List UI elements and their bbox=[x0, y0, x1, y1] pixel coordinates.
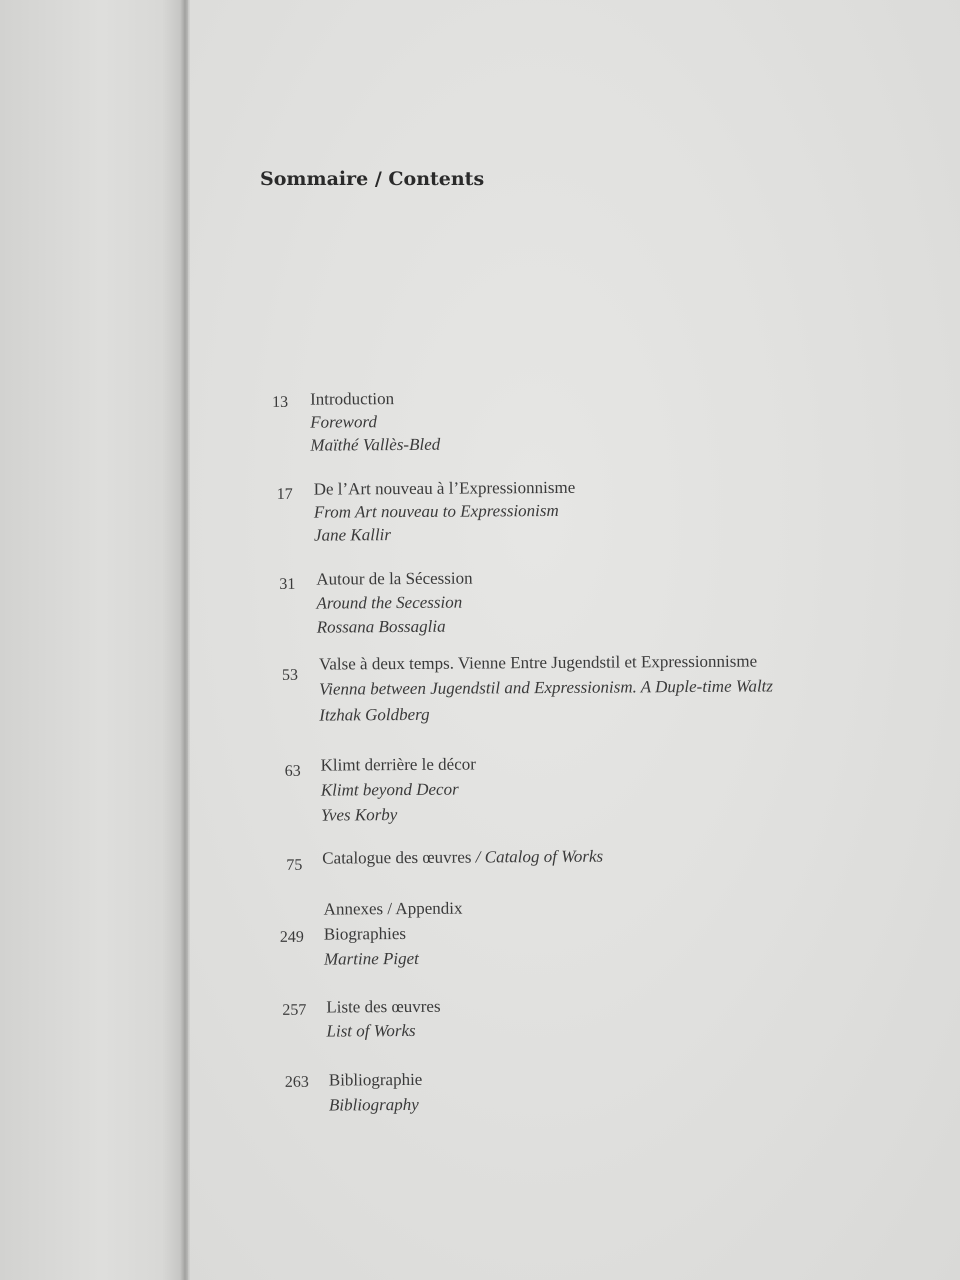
page-number: 63 bbox=[284, 762, 301, 780]
page-number: 17 bbox=[276, 485, 293, 503]
section-heading: Annexes / Appendix bbox=[323, 898, 463, 919]
entry-subtitle: Catalog of Works bbox=[484, 846, 604, 867]
entry-subtitle: Bibliography bbox=[328, 1094, 419, 1115]
entry-title-line bbox=[322, 845, 603, 870]
page-number: 75 bbox=[286, 856, 303, 874]
entry-author: Itzhak Goldberg bbox=[319, 704, 430, 725]
entry-author: Rossana Bossaglia bbox=[316, 616, 446, 637]
page-number: 31 bbox=[279, 575, 296, 593]
entry-subtitle: Klimt beyond Decor bbox=[320, 779, 459, 800]
page-number: 53 bbox=[281, 666, 299, 684]
entry-title: Autour de la Sécession bbox=[316, 568, 473, 589]
entry-subtitle: Around the Secession bbox=[316, 592, 463, 613]
entry-title: Introduction bbox=[309, 389, 395, 409]
entry-author: Yves Korby bbox=[320, 805, 398, 825]
entry-subtitle: Foreword bbox=[310, 412, 378, 432]
page-number: 249 bbox=[279, 928, 304, 946]
entry-title: Klimt derrière le décor bbox=[320, 754, 476, 775]
entry-subtitle: Vienna between Jugendstil and Expressionism. A Duple-time Waltz bbox=[319, 676, 774, 699]
entry-title: Liste des œuvres bbox=[326, 996, 441, 1017]
entry-author: Jane Kallir bbox=[313, 525, 392, 545]
page-number: 263 bbox=[284, 1073, 309, 1091]
title-separator: / bbox=[471, 847, 485, 867]
entry-title: Valse à deux temps. Vienne Entre Jugendstil et Expressionnisme bbox=[318, 651, 758, 674]
entry-author: Martine Piget bbox=[323, 948, 419, 969]
page-number: 13 bbox=[272, 393, 289, 411]
entry-title: Biographies bbox=[323, 923, 407, 944]
page-number: 257 bbox=[282, 1001, 307, 1019]
entry-author: Maïthé Vallès-Bled bbox=[310, 434, 441, 455]
entry-subtitle: List of Works bbox=[326, 1020, 416, 1041]
entry-title: Catalogue des œuvres bbox=[322, 847, 472, 868]
page-title: Sommaire / Contents bbox=[260, 168, 485, 190]
entry-title: Bibliographie bbox=[328, 1069, 423, 1090]
entry-title: De l’Art nouveau à l’Expressionnisme bbox=[313, 477, 576, 499]
entry-subtitle: From Art nouveau to Expressionism bbox=[313, 500, 559, 522]
